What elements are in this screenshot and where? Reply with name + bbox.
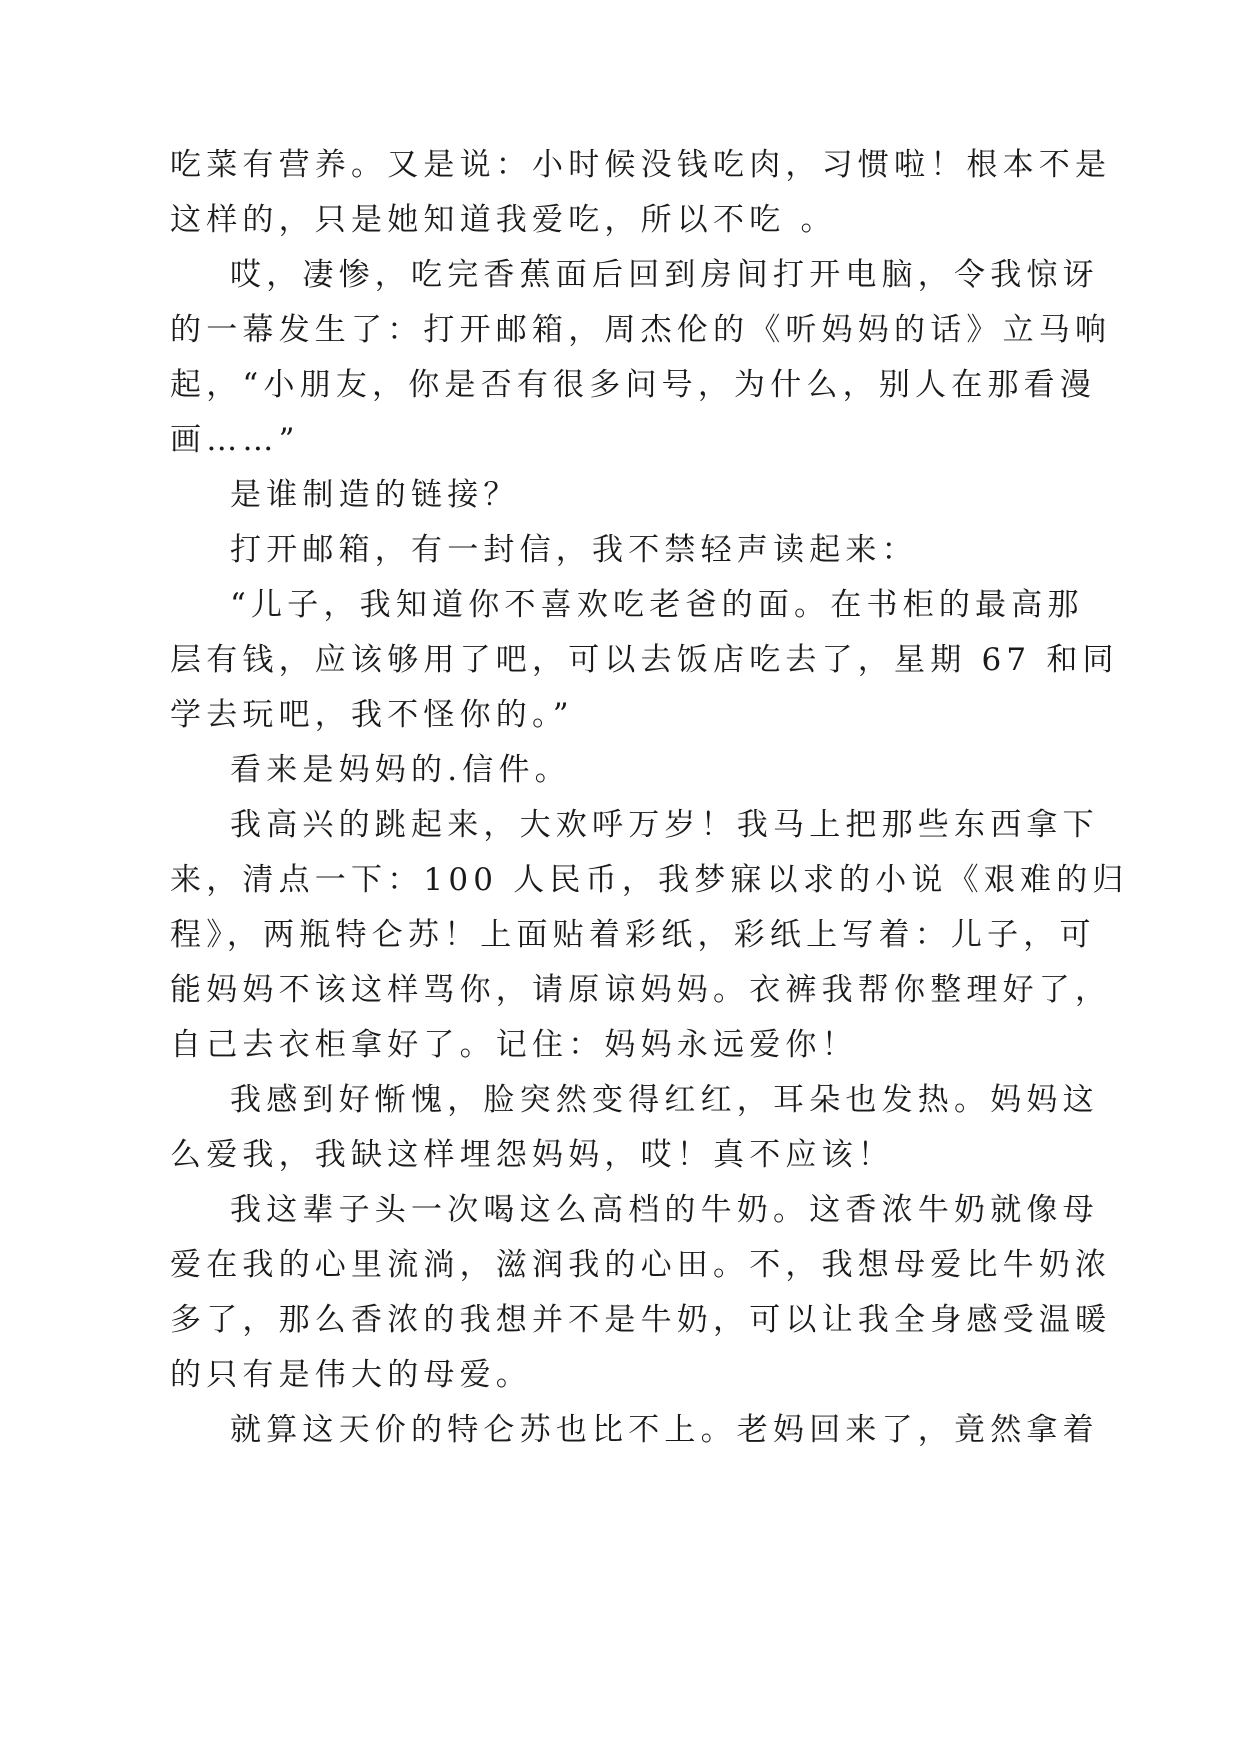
text-line: 学去玩吧，我不怪你的。”: [170, 697, 574, 733]
text-line: 多了，那么香浓的我想并不是牛奶，可以让我全身感受温暖: [170, 1302, 1112, 1338]
text-line: 打开邮箱，有一封信，我不禁轻声读起来：: [230, 532, 918, 568]
text-line: 我感到好惭愧，脸突然变得红红，耳朵也发热。妈妈这: [230, 1082, 1099, 1118]
text-line: 我这辈子头一次喝这么高档的牛奶。这香浓牛奶就像母: [230, 1192, 1099, 1228]
text-line: 吃菜有营养。又是说：小时候没钱吃肉，习惯啦！根本不是: [170, 147, 1112, 183]
text-line: 自己去衣柜拿好了。记住：妈妈永远爱你！: [170, 1027, 858, 1063]
text-line: 程》，两瓶特仑苏！上面贴着彩纸，彩纸上写着：儿子，可: [170, 917, 1096, 953]
text-line: 我高兴的跳起来，大欢呼万岁！我马上把那些东西拿下: [230, 807, 1099, 843]
text-line: 能妈妈不该这样骂你，请原谅妈妈。衣裤我帮你整理好了，: [170, 972, 1112, 1008]
text-line: 看来是妈妈的.信件。: [230, 752, 571, 788]
text-line: 的只有是伟大的母爱。: [170, 1357, 532, 1393]
text-line: 就算这天价的特仑苏也比不上。老妈回来了，竟然拿着: [230, 1412, 1099, 1448]
text-line: 起，“小朋友，你是否有很多问号，为什么，别人在那看漫: [170, 367, 1097, 403]
text-line: 这样的，只是她知道我爱吃，所以不吃 。: [170, 202, 837, 238]
text-line: 是谁制造的链接？: [230, 477, 520, 513]
text-line: 画……”: [170, 422, 300, 458]
text-line: 哎，凄惨，吃完香蕉面后回到房间打开电脑，令我惊讶: [230, 257, 1099, 293]
text-line: “儿子，我知道你不喜欢吃老爸的面。在书柜的最高那: [230, 587, 1084, 623]
text-line: 么爱我，我缺这样埋怨妈妈，哎！真不应该！: [170, 1137, 894, 1173]
text-line: 爱在我的心里流淌，滋润我的心田。不，我想母爱比牛奶浓: [170, 1247, 1112, 1283]
text-line: 的一幕发生了：打开邮箱，周杰伦的《听妈妈的话》立马响: [170, 312, 1112, 348]
text-line: 层有钱，应该够用了吧，可以去饭店吃去了，星期 67 和同: [170, 642, 1119, 678]
text-line: 来，清点一下：100 人民币，我梦寐以求的小说《艰难的归: [170, 862, 1129, 898]
